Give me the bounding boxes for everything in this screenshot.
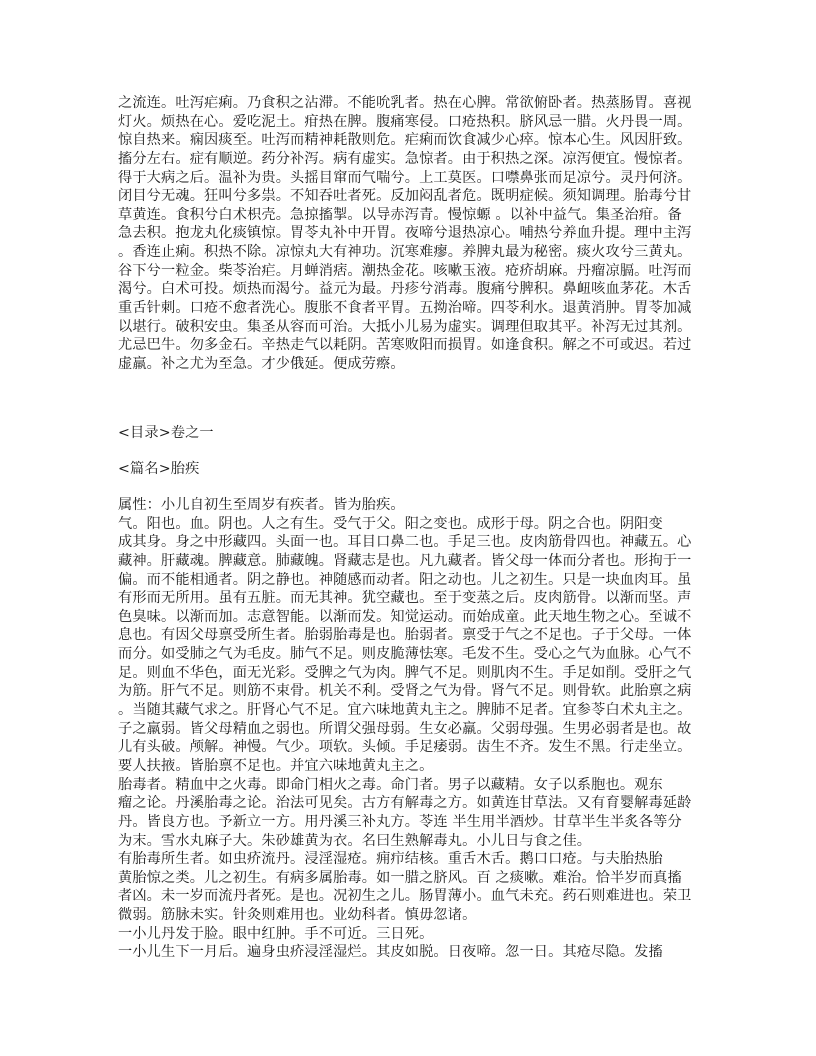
text-line: 搐分左右。症有顺逆。药分补泻。病有虚实。急惊者。由于积热之深。凉泻便宜。慢惊者。 — [118, 150, 692, 167]
text-line: 胎毒者。精血中之火毒。即命门相火之毒。命门者。男子以藏精。女子以系胞也。观东 — [118, 776, 663, 793]
text-line: 惊自热来。痫因痰至。吐泻而精神耗散则危。疟痢而饮食减少心瘁。惊本心生。风因肝致。 — [118, 132, 692, 149]
text-line: 要人扶掖。皆胎禀不足也。并宜六味地黄丸主之。 — [118, 757, 434, 774]
text-line: 。当随其藏气求之。肝肾心气不足。宜六味地黄丸主之。脾肺不足者。宜参苓白术丸主之。 — [118, 702, 692, 719]
text-line: 之流连。吐泻疟痢。乃食积之沾滞。不能吮乳者。热在心脾。常欲俯卧者。热蒸肠胃。喜视 — [118, 95, 692, 111]
text-line: 有胎毒所生者。如虫疥流丹。浸淫湿疮。痈疖结核。重舌木舌。鹅口口疮。与夫胎热胎 — [118, 851, 663, 868]
text-line: 以堪行。破积安虫。集圣从容而可治。大抵小儿易为虚实。调理但取其平。补泻无过其剂。 — [118, 318, 692, 335]
text-line: 黄胎惊之类。儿之初生。有病多属胎毒。如一腊之脐风。百 之痰嗽。难治。恰半岁而真搐 — [118, 869, 682, 886]
text-line: 一小儿生下一月后。遍身虫疥浸淫湿烂。其皮如脱。日夜啼。忽一日。其疮尽隐。发搐 — [118, 944, 663, 961]
chapter-heading: <篇名>胎疾 — [118, 461, 200, 477]
text-line: 微弱。筋脉未实。针灸则难用也。业幼科者。慎毋忽诸。 — [118, 907, 477, 924]
text-line: 儿有头破。颅解。神慢。气少。项软。头倾。手足痿弱。齿生不齐。发生不黑。行走坐立。 — [118, 739, 692, 756]
text-line: 一小儿丹发于脸。眼中红肿。手不可近。三日死。 — [118, 925, 434, 942]
text-line: 偏。而不能相通者。阴之静也。神随感而动者。阳之动也。儿之初生。只是一块血肉耳。虽 — [118, 571, 692, 588]
text-line: 藏神。肝藏魂。脾藏意。肺藏魄。肾藏志是也。凡九藏者。皆父母一体而分者也。形拘于一 — [118, 552, 692, 569]
text-line: 气。阳也。血。阴也。人之有生。受气于父。阳之变也。成形于母。阴之合也。阴阳变 — [118, 515, 663, 532]
text-line: 瘤之论。丹溪胎毒之论。治法可见矣。古方有解毒之方。如黄连甘草法。又有育婴解毒延龄 — [118, 795, 692, 812]
text-line: 尤忌巴牛。勿多金石。辛热走气以耗阴。苦寒败阳而损胃。如逢食积。解之不可或迟。若过 — [118, 337, 692, 354]
text-line: 得于大病之后。温补为贵。头摇目窜而气喘兮。上工莫医。口噤鼻张而足凉兮。灵丹何济。 — [118, 169, 692, 186]
volume-heading: <目录>卷之一 — [118, 425, 214, 441]
text-line: 重舌针刺。口疮不愈者洗心。腹胀不食者平胃。五拗治啼。四苓利水。退黄消肿。胃苓加减 — [118, 300, 692, 317]
text-line: 息也。有因父母禀受所生者。胎弱胎毒是也。胎弱者。禀受于气之不足也。子于父母。一体 — [118, 627, 692, 644]
text-line: 色臭味。以渐而加。志意智能。以渐而发。知觉运动。而始成童。此天地生物之心。至诚不 — [118, 608, 692, 625]
text-line: 草黄连。食积兮白术枳壳。急掠搐掣。以导赤泻青。慢惊螈 。以补中益气。集圣治疳。备 — [118, 206, 682, 223]
text-line: 成其身。身之中形藏四。头面一也。耳目口鼻二也。手足三也。皮肉筋骨四也。神藏五。心 — [118, 534, 692, 551]
attribute-line: 属性：小儿自初生至周岁有疾者。皆为胎疾。 — [118, 497, 405, 513]
text-line: 灯火。烦热在心。爱吃泥土。疳热在脾。腹痛寒侵。口疮热积。脐风忌一腊。火丹畏一周。 — [118, 113, 692, 130]
text-line: 为末。雪水丸麻子大。朱砂雄黄为衣。名曰生熟解毒丸。小儿日与食之佳。 — [118, 832, 592, 849]
text-line: 虚羸。补之尤为至急。才少俄延。便成劳瘵。 — [118, 355, 405, 372]
text-line: 为筋。肝气不足。则筋不束骨。机关不利。受肾之气为骨。肾气不足。则骨软。此胎禀之病 — [118, 683, 692, 700]
text-line: 谷下兮一粒金。柴苓治疟。月蝉消痞。潮热金花。咳嗽玉液。疮疥胡麻。丹瘤凉膈。吐泻而 — [118, 262, 692, 279]
text-line: 有形而无所用。虽有五脏。而无其神。犹空藏也。至于变蒸之后。皮肉筋骨。以渐而坚。声 — [118, 590, 692, 607]
text-line: 。香连止痢。积热不除。凉惊丸大有神功。沉寒难瘳。养脾丸最为秘密。痰火攻兮三黄丸。 — [118, 244, 692, 261]
text-block-continued — [118, 94, 692, 374]
text-line: 闭目兮无魂。狂叫兮多祟。不知吞吐者死。反加闷乱者危。既明症候。须知调理。胎毒兮甘 — [118, 188, 692, 205]
text-line: 足。则血不华色，面无光彩。受脾之气为肉。脾气不足。则肌肉不生。手足如削。受肝之气 — [118, 664, 692, 681]
text-line: 者凶。未一岁而流丹者死。是也。况初生之儿。肠胃薄小。血气未充。药石则难进也。荣卫 — [118, 888, 692, 905]
text-line: 而分。如受肺之气为毛皮。肺气不足。则皮脆薄怯寒。毛发不生。受心之气为血脉。心气不 — [118, 646, 692, 663]
text-line: 渴兮。白术可投。烦热而渴兮。益元为最。丹疹兮消毒。腹痛兮脾积。鼻衄咳血茅花。木舌 — [118, 281, 692, 298]
text-block-chapter — [118, 496, 692, 962]
text-line: 丹。皆良方也。予新立一方。用丹溪三补丸方。苓连 半生用半酒炒。甘草半生半炙各等分 — [118, 813, 682, 830]
text-line: 子之羸弱。皆父母精血之弱也。所谓父强母弱。生女必羸。父弱母强。生男必弱者是也。故 — [118, 720, 692, 737]
text-line: 急去积。抱龙丸化痰镇惊。胃苓丸补中开胃。夜啼兮退热凉心。哺热兮养血升提。理中主泻 — [118, 225, 692, 242]
